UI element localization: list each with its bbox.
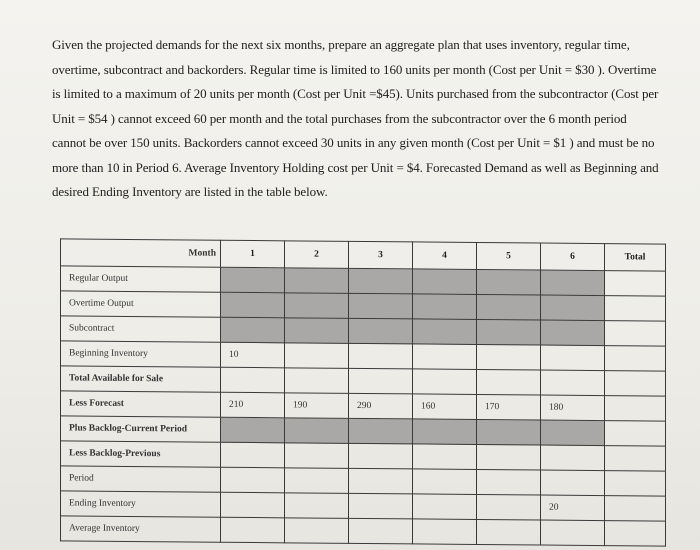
month-3-header: 3 bbox=[349, 241, 413, 269]
table-cell[interactable] bbox=[349, 268, 413, 294]
row-label: Overtime Output bbox=[61, 291, 221, 317]
problem-line: is limited to a maximum of 20 units per month (Cost per Unit =$45). Units purchased from the subcontractor (Cost per bbox=[52, 86, 659, 101]
table-cell[interactable] bbox=[541, 470, 605, 496]
table-cell[interactable]: 160 bbox=[413, 394, 477, 420]
table-cell[interactable] bbox=[221, 442, 285, 468]
table-cell[interactable] bbox=[349, 343, 413, 369]
table-cell[interactable]: 180 bbox=[541, 395, 605, 421]
table-row bbox=[61, 516, 666, 546]
table-cell[interactable] bbox=[477, 319, 541, 345]
table-cell[interactable] bbox=[477, 369, 541, 395]
table-cell[interactable]: 10 bbox=[221, 342, 285, 368]
table-cell[interactable] bbox=[413, 269, 477, 295]
table-cell[interactable] bbox=[285, 418, 349, 444]
row-label: Period bbox=[61, 466, 221, 492]
total-cell[interactable] bbox=[605, 496, 666, 522]
table-cell[interactable] bbox=[477, 469, 541, 495]
total-cell[interactable] bbox=[605, 396, 666, 422]
table-cell[interactable] bbox=[221, 467, 285, 493]
problem-line: Unit = $54 ) cannot exceed 60 per month and the total purchases from the subcontractor over the 6 month period bbox=[52, 110, 627, 126]
table-cell[interactable] bbox=[285, 468, 349, 494]
table-cell[interactable] bbox=[541, 420, 605, 446]
table-cell[interactable]: 170 bbox=[477, 394, 541, 420]
table-cell[interactable] bbox=[285, 318, 349, 344]
row-label: Subcontract bbox=[61, 316, 221, 342]
problem-line: overtime, subcontract and backorders. Regular time is limited to 160 units per month (Cost per Unit = $30 ). Overtime bbox=[52, 61, 657, 77]
table-cell[interactable] bbox=[477, 519, 541, 545]
month-6-header: 6 bbox=[541, 243, 605, 271]
table-cell[interactable] bbox=[477, 444, 541, 470]
table-cell[interactable] bbox=[221, 517, 285, 543]
row-label: Average Inventory bbox=[61, 516, 221, 542]
table-cell[interactable] bbox=[541, 295, 605, 321]
total-cell[interactable] bbox=[605, 446, 666, 472]
aggregate-plan-table bbox=[60, 238, 666, 546]
table-cell[interactable] bbox=[349, 493, 413, 519]
table-cell[interactable] bbox=[349, 293, 413, 319]
total-cell[interactable] bbox=[605, 421, 666, 447]
table-cell[interactable] bbox=[413, 444, 477, 470]
table-cell[interactable] bbox=[285, 343, 349, 369]
total-cell[interactable] bbox=[605, 346, 666, 372]
problem-line: Given the projected demands for the next six months, prepare an aggregate plan that uses inventory, regular time, bbox=[52, 37, 630, 52]
table-cell[interactable] bbox=[349, 468, 413, 494]
table-cell[interactable] bbox=[349, 418, 413, 444]
table-cell[interactable] bbox=[541, 270, 605, 296]
table-cell[interactable] bbox=[285, 293, 349, 319]
month-5-header: 5 bbox=[477, 242, 541, 270]
table-cell[interactable]: 190 bbox=[285, 393, 349, 419]
problem-line: desired Ending Inventory are listed in the table below. bbox=[52, 184, 328, 199]
table-cell[interactable] bbox=[285, 493, 349, 519]
month-2-header: 2 bbox=[285, 241, 349, 269]
total-cell[interactable] bbox=[605, 271, 666, 297]
total-cell[interactable] bbox=[605, 321, 666, 347]
table-cell[interactable] bbox=[413, 344, 477, 370]
row-label: Total Available for Sale bbox=[61, 366, 221, 392]
table-cell[interactable] bbox=[285, 268, 349, 294]
table-cell[interactable] bbox=[349, 368, 413, 394]
row-label: Less Backlog-Previous bbox=[61, 441, 221, 467]
problem-statement bbox=[52, 33, 682, 205]
table-cell[interactable] bbox=[285, 518, 349, 544]
month-4-header: 4 bbox=[413, 242, 477, 270]
table-cell[interactable] bbox=[477, 269, 541, 295]
month-1-header: 1 bbox=[221, 240, 285, 268]
table-cell[interactable] bbox=[541, 520, 605, 546]
table-cell[interactable] bbox=[221, 317, 285, 343]
total-cell[interactable] bbox=[605, 521, 666, 547]
table-cell[interactable] bbox=[413, 294, 477, 320]
table-cell[interactable]: 290 bbox=[349, 393, 413, 419]
table-cell[interactable] bbox=[541, 370, 605, 396]
table-cell[interactable] bbox=[349, 318, 413, 344]
table-cell[interactable] bbox=[221, 267, 285, 293]
table-cell[interactable] bbox=[477, 494, 541, 520]
row-label: Beginning Inventory bbox=[61, 341, 221, 367]
table-cell[interactable] bbox=[413, 419, 477, 445]
row-label: Regular Output bbox=[61, 266, 221, 292]
total-cell[interactable] bbox=[605, 371, 666, 397]
problem-line: more than 10 in Period 6. Average Inventory Holding cost per Unit = $4. Forecasted Demand as well as Beginning and bbox=[52, 159, 659, 175]
table-cell[interactable] bbox=[477, 344, 541, 370]
table-cell[interactable]: 20 bbox=[541, 495, 605, 521]
table-cell[interactable] bbox=[349, 443, 413, 469]
problem-line: cannot be over 150 units. Backorders cannot exceed 30 units in any given month (Cost per Unit = $1 ) and must be no bbox=[52, 135, 655, 150]
table-cell[interactable]: 210 bbox=[221, 392, 285, 418]
table-cell[interactable] bbox=[477, 294, 541, 320]
table-cell[interactable] bbox=[221, 492, 285, 518]
table-cell[interactable] bbox=[413, 494, 477, 520]
table-cell[interactable] bbox=[541, 320, 605, 346]
row-label: Ending Inventory bbox=[61, 491, 221, 517]
row-label: Less Forecast bbox=[61, 391, 221, 417]
table-cell[interactable] bbox=[221, 367, 285, 393]
table-cell[interactable] bbox=[477, 419, 541, 445]
row-label: Plus Backlog-Current Period bbox=[61, 416, 221, 442]
table-cell[interactable] bbox=[413, 369, 477, 395]
table-cell[interactable] bbox=[349, 518, 413, 544]
table-cell[interactable] bbox=[285, 368, 349, 394]
table-cell[interactable] bbox=[541, 445, 605, 471]
table-cell[interactable] bbox=[413, 319, 477, 345]
total-cell[interactable] bbox=[605, 471, 666, 497]
table-cell[interactable] bbox=[221, 292, 285, 318]
table-cell[interactable] bbox=[221, 417, 285, 443]
total-cell[interactable] bbox=[605, 296, 666, 322]
table-cell[interactable] bbox=[285, 443, 349, 469]
table-cell[interactable] bbox=[413, 519, 477, 545]
total-header: Total bbox=[605, 244, 666, 272]
table-cell[interactable] bbox=[413, 469, 477, 495]
month-header: Month bbox=[61, 239, 221, 267]
table-cell[interactable] bbox=[541, 345, 605, 371]
